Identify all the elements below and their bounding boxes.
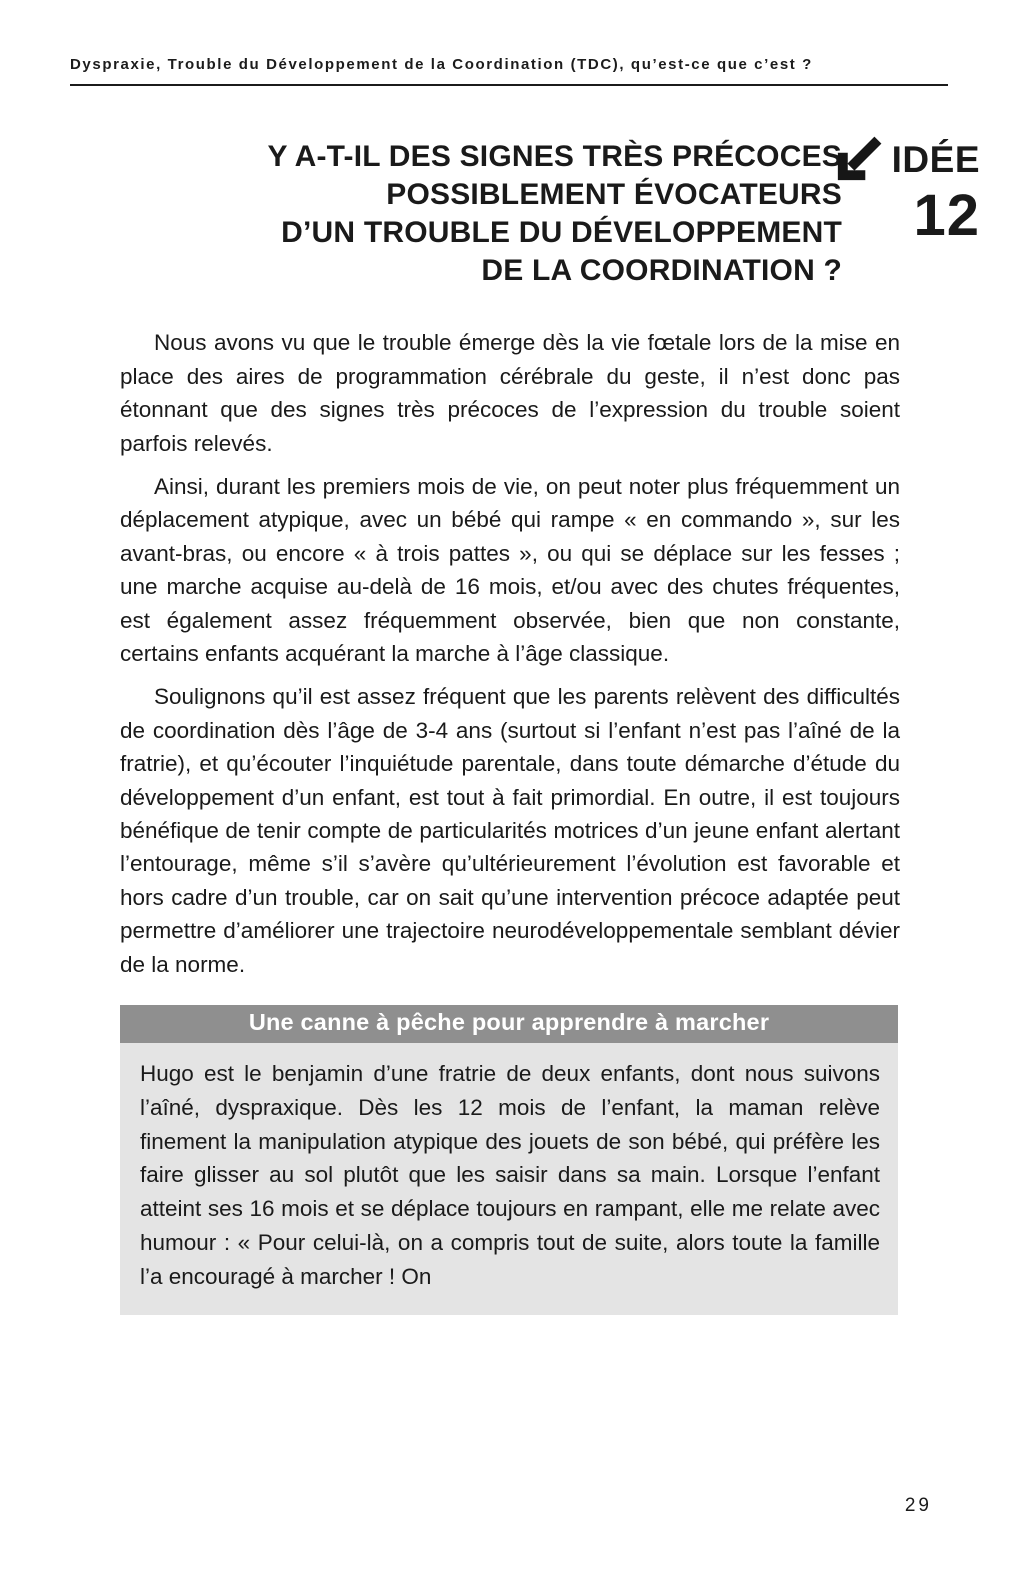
chapter-title-line: POSSIBLEMENT ÉVOCATEURS xyxy=(386,178,842,212)
idea-number: 12 xyxy=(913,183,980,248)
paragraph-3: Soulignons qu’il est assez fréquent que les parents relèvent des difficultés de coordination dès l’âge de 3-4 ans (surtout si l’enfant n’est pas l’aîné de la fratrie), et qu’écouter l’inquiétude parentale, dans toute démarche d’étude du développement d’un enfant, est tout à fait primordial. En outre, il est toujours bénéfique de tenir compte de particularités motrices d’un jeune enfant alertant l’entourage, même s’il s’avère qu’ultérieurement l’évolution est favorable et hors cadre d’un trouble, car on sait qu’une intervention précoce adaptée peut permettre d’améliorer une trajectoire neurodéveloppementale semblant dévier de la norme. xyxy=(120,684,900,977)
paragraph-2: Ainsi, durant les premiers mois de vie, on peut noter plus fréquemment un déplacement atypique, avec un bébé qui rampe « en commando », sur les avant-bras, ou encore « à trois pattes », ou qui se déplace sur les fesses ; une marche acquise au-delà de 16 mois, et/ou avec des chutes fréquentes, est également assez fréquemment observée, bien que non constante, certains enfants acquérant la marche à l’âge classique. xyxy=(120,474,900,667)
title-row xyxy=(0,138,1024,290)
chapter-title-line: DE LA COORDINATION ? xyxy=(481,254,842,288)
body-text xyxy=(120,326,900,981)
chapter-title-line: Y A-T-IL DES SIGNES TRÈS PRÉCOCES xyxy=(267,140,842,173)
arrow-down-left-icon xyxy=(832,132,886,186)
running-header: Dyspraxie, Trouble du Développement de la Coordination (TDC), qu’est-ce que c’est ? xyxy=(70,56,948,86)
idea-label: IDÉE xyxy=(891,138,980,180)
idea-block xyxy=(832,132,980,248)
story-box-body: Hugo est le benjamin d’une fratrie de deux enfants, dont nous suivons l’aîné, dyspraxique. Dès les 12 mois de l’enfant, la maman relève finement la manipulation atypique des jouets de son bébé, qui préfère les faire glisser au sol plutôt que les saisir dans sa main. Lorsque l’enfant atteint ses 16 mois et se déplace toujours en rampant, elle me relate avec humour : « Pour celui-là, on a compris tout de suite, alors toute la famille l’a encouragé à marcher ! On xyxy=(120,1043,898,1315)
story-box-title: Une canne à pêche pour apprendre à marcher xyxy=(120,1005,898,1043)
chapter-title-line: D’UN TROUBLE DU DÉVELOPPEMENT xyxy=(281,216,842,250)
story-box xyxy=(120,1005,898,1315)
chapter-title xyxy=(140,138,842,290)
page-number: 29 xyxy=(904,1495,932,1516)
paragraph-1: Nous avons vu que le trouble émerge dès la vie fœtale lors de la mise en place des aires de programmation cérébrale du geste, il n’est donc pas étonnant que des signes très précoces de l’expression du trouble soient parfois relevés. xyxy=(120,330,900,456)
